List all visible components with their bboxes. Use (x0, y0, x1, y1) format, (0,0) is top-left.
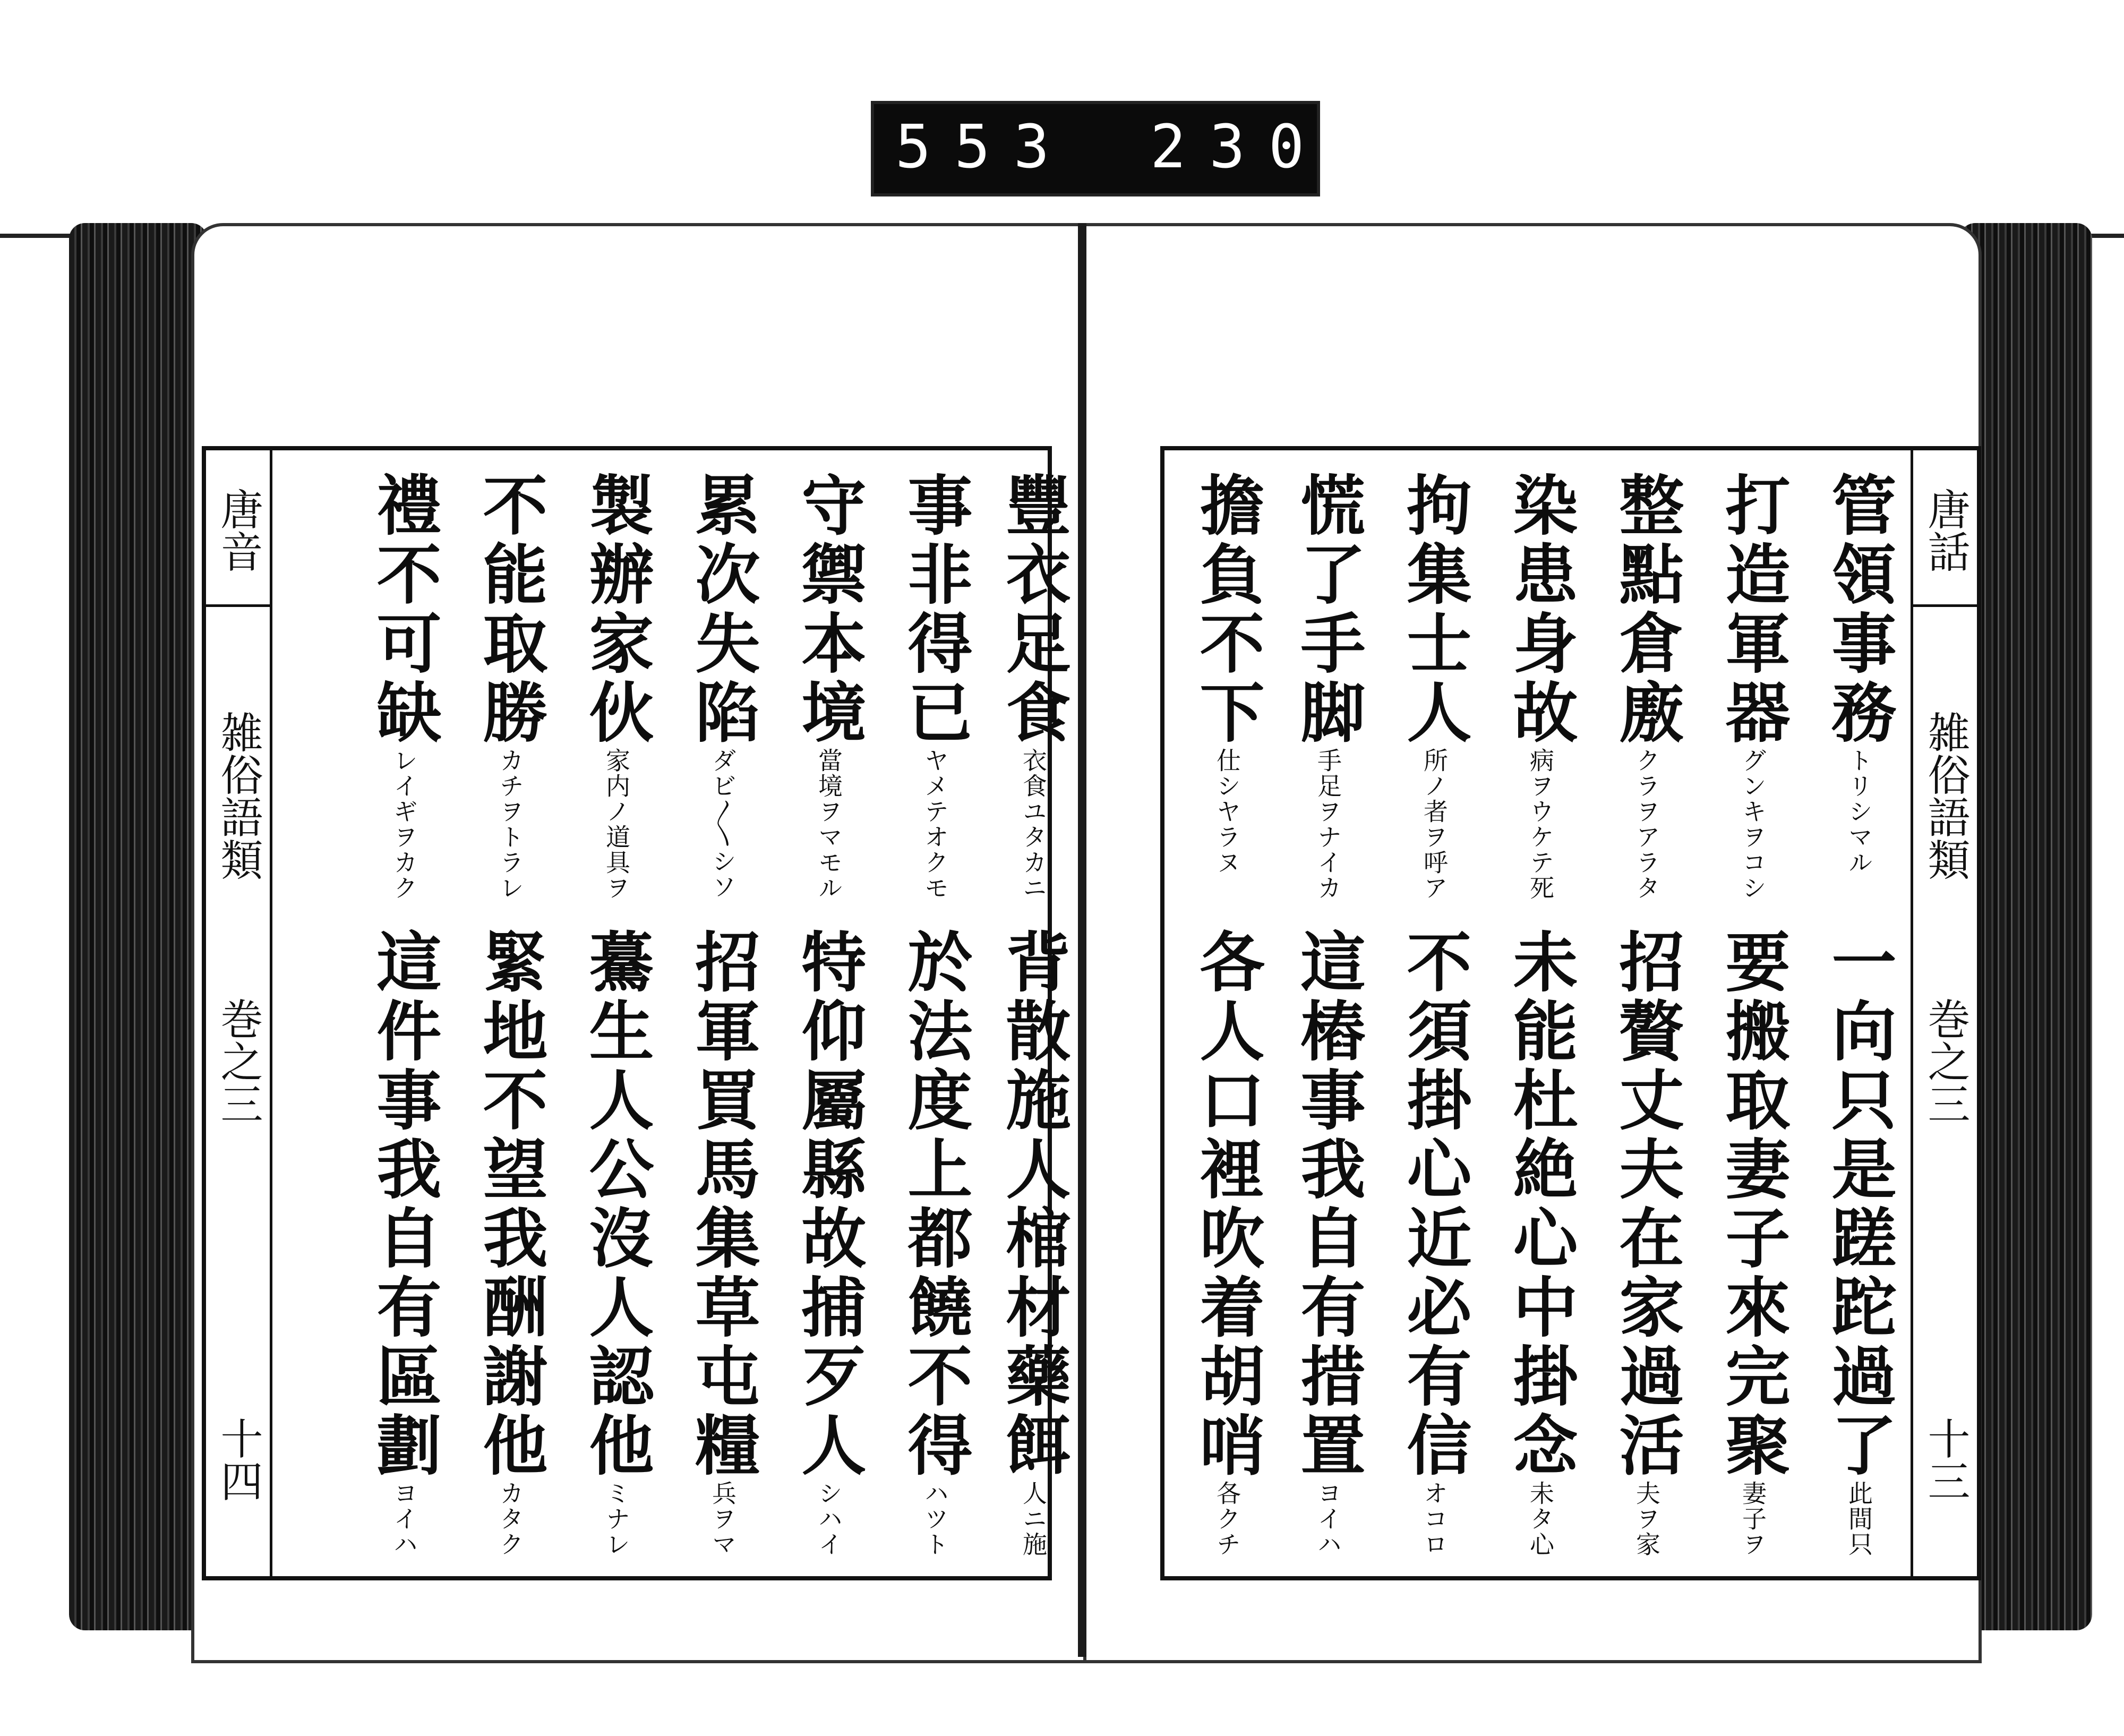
entry-column (766, 472, 875, 912)
entry-term: 慌了手脚 (1290, 472, 1366, 748)
entry-gloss: グンキヲコシ (1738, 748, 1767, 901)
entry-term: 招贅丈夫在家過活 (1608, 928, 1685, 1481)
book-edge-left (69, 223, 207, 1630)
entry-gloss: ミナレ (602, 1481, 631, 1557)
entry-gloss: トリシマル (1845, 748, 1873, 875)
entry-term: 各人口裡吹着胡哨 (1189, 928, 1265, 1481)
entry-gloss: 夫ヲ家 (1632, 1481, 1661, 1557)
entry-gloss: 仕シヤラヌ (1213, 748, 1241, 875)
entry-term: 守禦本境 (791, 472, 867, 748)
call-number-part-2: 230. (1150, 113, 1387, 182)
entry-term: 拘集士人 (1396, 472, 1472, 748)
entry-term: 於法度上都饒不得 (897, 928, 973, 1481)
entry-term: 背散施人棺材藥餌 (995, 928, 1072, 1481)
entry-term: 要搬取妻子來完聚 (1715, 928, 1791, 1481)
entry-term: 緊地不望我酬謝他 (472, 928, 549, 1481)
entry-column (1478, 472, 1587, 912)
entry-column (1164, 472, 1273, 912)
entry-column (1372, 928, 1480, 1560)
left-hashira (206, 450, 272, 1576)
entry-term: 驀生人公沒人認他 (578, 928, 655, 1481)
entry-gloss: ダビ〳〵シソ (708, 748, 737, 900)
entry-term: 打造軍器 (1715, 472, 1791, 748)
entry-column (971, 472, 1080, 912)
entry-column (1265, 928, 1374, 1560)
entry-term: 不須掛心近必有信 (1396, 928, 1472, 1481)
entry-gloss: ヨイハ (1314, 1481, 1342, 1557)
entry-gloss: 各クチ (1213, 1481, 1241, 1557)
entry-gloss: 兵ヲマ (708, 1481, 737, 1557)
entry-column (341, 928, 450, 1560)
entry-term: 不能取勝 (472, 472, 549, 748)
entry-gloss: ヨイハ (390, 1481, 418, 1557)
entry-gloss: シハイ (815, 1481, 843, 1557)
entry-gloss: 手足ヲナイカ (1314, 748, 1342, 901)
entry-column (448, 928, 556, 1560)
entry-column (766, 928, 875, 1560)
entry-term: 禮不可缺 (366, 472, 442, 748)
entry-gloss: 當境ヲマモル (815, 748, 843, 901)
left-hashira-volume: 巻之三 (213, 997, 263, 1125)
entry-term: 整點倉廒 (1608, 472, 1685, 748)
entry-gloss: 妻子ヲ (1738, 1481, 1767, 1557)
hashira-divider (1913, 604, 1977, 607)
entry-term: 一向只是蹉跎過了 (1821, 928, 1897, 1481)
right-hashira-section: 雑俗語類 (1921, 711, 1970, 880)
left-hashira-title: 唐音 (213, 488, 263, 572)
entry-gloss: 病ヲウケテ死 (1526, 748, 1555, 901)
entry-gloss: クラヲアラタ (1632, 748, 1661, 901)
entry-column (554, 928, 663, 1560)
entry-gloss: レイギヲカク (390, 748, 418, 901)
right-hashira (1911, 450, 1977, 1576)
entry-gloss: ハツト (921, 1481, 949, 1557)
entry-column (448, 472, 556, 912)
entry-gloss: 衣食ユタカニ (1019, 748, 1048, 901)
entry-gloss: 人ニ施 (1019, 1481, 1048, 1557)
entry-term: 豐衣足食 (995, 472, 1072, 748)
entry-term: 這樁事我自有措置 (1290, 928, 1366, 1481)
left-text-frame (202, 446, 1072, 1580)
entry-gloss: 此間只 (1845, 1481, 1873, 1557)
entry-term: 招軍買馬集草屯糧 (684, 928, 761, 1481)
entry-term: 這件事我自有區劃 (366, 928, 442, 1481)
entry-gloss: ヤメテオクモ (921, 748, 949, 901)
entry-term: 製辦家伙 (578, 472, 655, 748)
right-folio: 十三 (1921, 1417, 1970, 1502)
entry-column (1690, 472, 1799, 912)
right-text-frame (1160, 446, 1981, 1580)
entry-term: 染患身故 (1502, 472, 1579, 748)
entry-column (1796, 928, 1905, 1560)
entry-gloss: 家内ノ道具ヲ (602, 748, 631, 901)
entry-column (1478, 928, 1587, 1560)
right-hashira-volume: 巻之三 (1921, 997, 1970, 1125)
entry-column (1164, 928, 1273, 1560)
right-hashira-title: 唐話 (1921, 488, 1970, 572)
entry-column (872, 472, 981, 912)
entry-term: 特仰屬縣故捕歹人 (791, 928, 867, 1481)
entry-term: 擔負不下 (1189, 472, 1265, 748)
left-folio: 十四 (213, 1417, 263, 1502)
call-number-plate (871, 101, 1387, 196)
entry-term: 未能杜絶心中掛念 (1502, 928, 1579, 1481)
hashira-divider (206, 604, 270, 607)
entry-gloss: 未タ心 (1526, 1481, 1555, 1557)
entry-term: 事非得已 (897, 472, 973, 748)
entry-column (660, 472, 769, 912)
entry-column (872, 928, 981, 1560)
entry-gloss: カタク (496, 1481, 525, 1557)
entry-gloss: カチヲトラレ (496, 748, 525, 901)
entry-term: 累次失陷 (684, 472, 761, 748)
entry-column (1584, 472, 1693, 912)
entry-term: 管領事務 (1821, 472, 1897, 748)
entry-gloss: オコロ (1420, 1481, 1449, 1557)
entry-column (341, 472, 450, 912)
entry-column (1796, 472, 1905, 912)
entry-gloss: 所ノ者ヲ呼ア (1420, 748, 1449, 901)
entry-column (660, 928, 769, 1560)
entry-column (554, 472, 663, 912)
entry-column (1584, 928, 1693, 1560)
entry-column (971, 928, 1080, 1560)
left-hashira-section: 雑俗語類 (213, 711, 263, 880)
entry-column (1372, 472, 1480, 912)
call-number-part-1: 553 (895, 113, 1073, 182)
entry-column (1690, 928, 1799, 1560)
entry-column (1265, 472, 1374, 912)
